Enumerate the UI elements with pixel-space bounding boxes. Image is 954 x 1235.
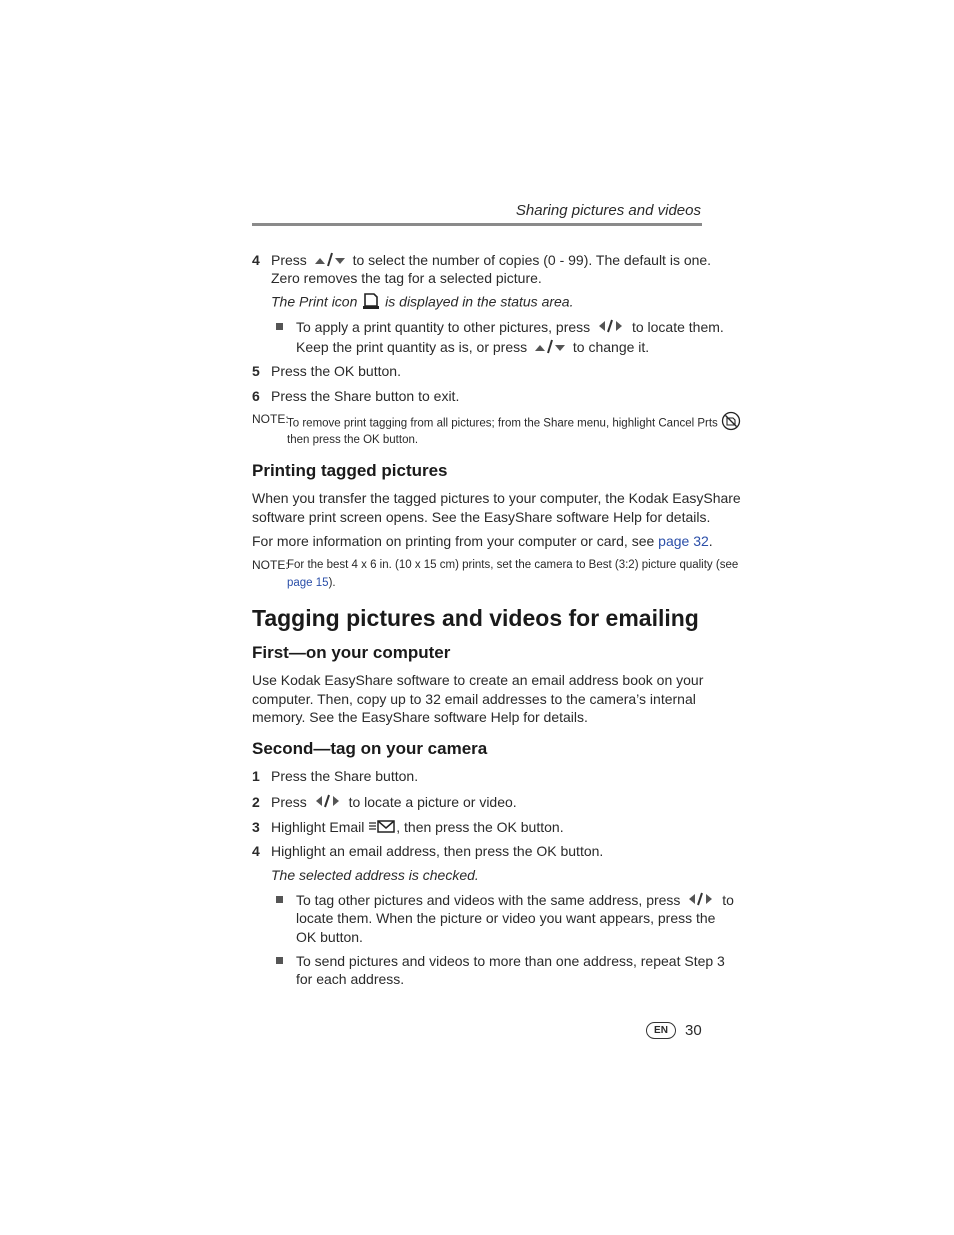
page-title: Tagging pictures and videos for emailing [252,605,699,631]
print-icon-note-pre: The Print icon [271,293,358,310]
email-bullet-1-post: to [722,892,734,908]
note-2-end: ). [328,577,336,589]
section-heading: First—on your computer [252,643,451,662]
step-5-text: Press the OK button. [271,363,401,379]
note-1-line2: then press the OK button. [287,434,419,446]
email-step-2-post: to locate a picture or video. [348,794,517,810]
first-line2: computer. Then, copy up to 32 email addresses to the camera’s internal [252,691,696,707]
up-down-arrow-icon [533,338,567,358]
bullet-marker [276,323,283,330]
step-number: 4 [252,252,260,268]
first-line3: memory. See the EasyShare software Help for details. [252,709,588,725]
language-badge-text: EN [654,1025,668,1036]
page-number: 30 [685,1022,702,1039]
left-right-arrow-icon [313,793,343,813]
header-rule [252,223,702,226]
bullet-quantity-line2 [296,338,649,358]
note-1-text: To remove print tagging from all pictures; from the Share menu, highlight Cancel Prts [287,417,718,430]
step-number: 5 [252,363,260,379]
email-bullet-1-line2: locate them. When the picture or video you want appears, press the [296,910,716,926]
running-title: Sharing pictures and videos [515,202,701,219]
bullet-quantity-pre: To apply a print quantity to other pictures, press [296,319,591,335]
step-4-press: Press [271,252,307,268]
bullet-quantity-line1 [296,318,724,338]
email-step-1-text: Press the Share button. [271,768,419,784]
bullet-quantity-line2-pre: Keep the print quantity as is, or press [296,339,528,355]
step-6-text: Press the Share button to exit. [271,388,460,404]
step-number: 6 [252,388,260,404]
email-bullet-1-line3: OK button. [296,929,363,945]
step-4-text: to select the number of copies (0 - 99). The default is one. [352,252,712,268]
cancel-prints-icon [721,411,741,436]
step-number: 1 [252,768,260,784]
email-step-4-note: The selected address is checked. [271,867,479,883]
step-4-line2: Zero removes the tag for a selected picture. [271,270,542,286]
email-step-3-pre: Highlight Email [271,819,365,835]
email-step-2 [271,793,517,813]
email-icon [368,818,396,838]
email-bullet-2-line2: for each address. [296,971,405,987]
printing-para2-end: . [708,533,713,549]
language-badge [646,1022,676,1039]
printing-para2 [252,532,713,550]
bullet-marker [276,896,283,903]
email-step-3 [271,818,564,838]
email-bullet-2-line1: To send pictures and videos to more than one address, repeat Step 3 [296,953,725,969]
left-right-arrow-icon [596,318,626,338]
section-heading: Second—tag on your camera [252,739,488,758]
email-step-3-post: , then press the OK button. [396,819,564,835]
email-bullet-1-pre: To tag other pictures and videos with the same address, press [296,892,681,908]
printing-para1-line1: When you transfer the tagged pictures to your computer, the Kodak EasyShare [252,490,741,506]
bullet-quantity-line2-post: to change it. [572,339,650,355]
email-step-2-pre: Press [271,794,307,810]
printing-para2-text: For more information on printing from your computer or card, see [252,533,655,549]
note-label: NOTE: [252,558,289,572]
note-2-line1: For the best 4 x 6 in. (10 x 15 cm) prints, set the camera to Best (3:2) picture quality (see [287,559,739,571]
step-number: 2 [252,794,260,810]
step-number: 4 [252,843,260,859]
note-2-line2 [287,575,336,591]
bullet-quantity-post: to locate them. [631,319,724,335]
printing-para1-line2: software print screen opens. See the EasyShare software Help for details. [252,509,711,525]
bullet-marker [276,957,283,964]
note-label: NOTE: [252,412,289,426]
first-line1: Use Kodak EasyShare software to create an email address book on your [252,672,704,688]
page-15-link[interactable]: page 15 [287,577,329,589]
step-number: 3 [252,819,260,835]
page-32-link[interactable]: page 32 [658,533,709,549]
print-icon-note-post: is displayed in the status area. [385,293,574,310]
email-step-4-text: Highlight an email address, then press the OK button. [271,843,604,859]
print-icon [361,292,381,314]
print-icon-note [271,292,574,314]
section-heading: Printing tagged pictures [252,461,448,480]
